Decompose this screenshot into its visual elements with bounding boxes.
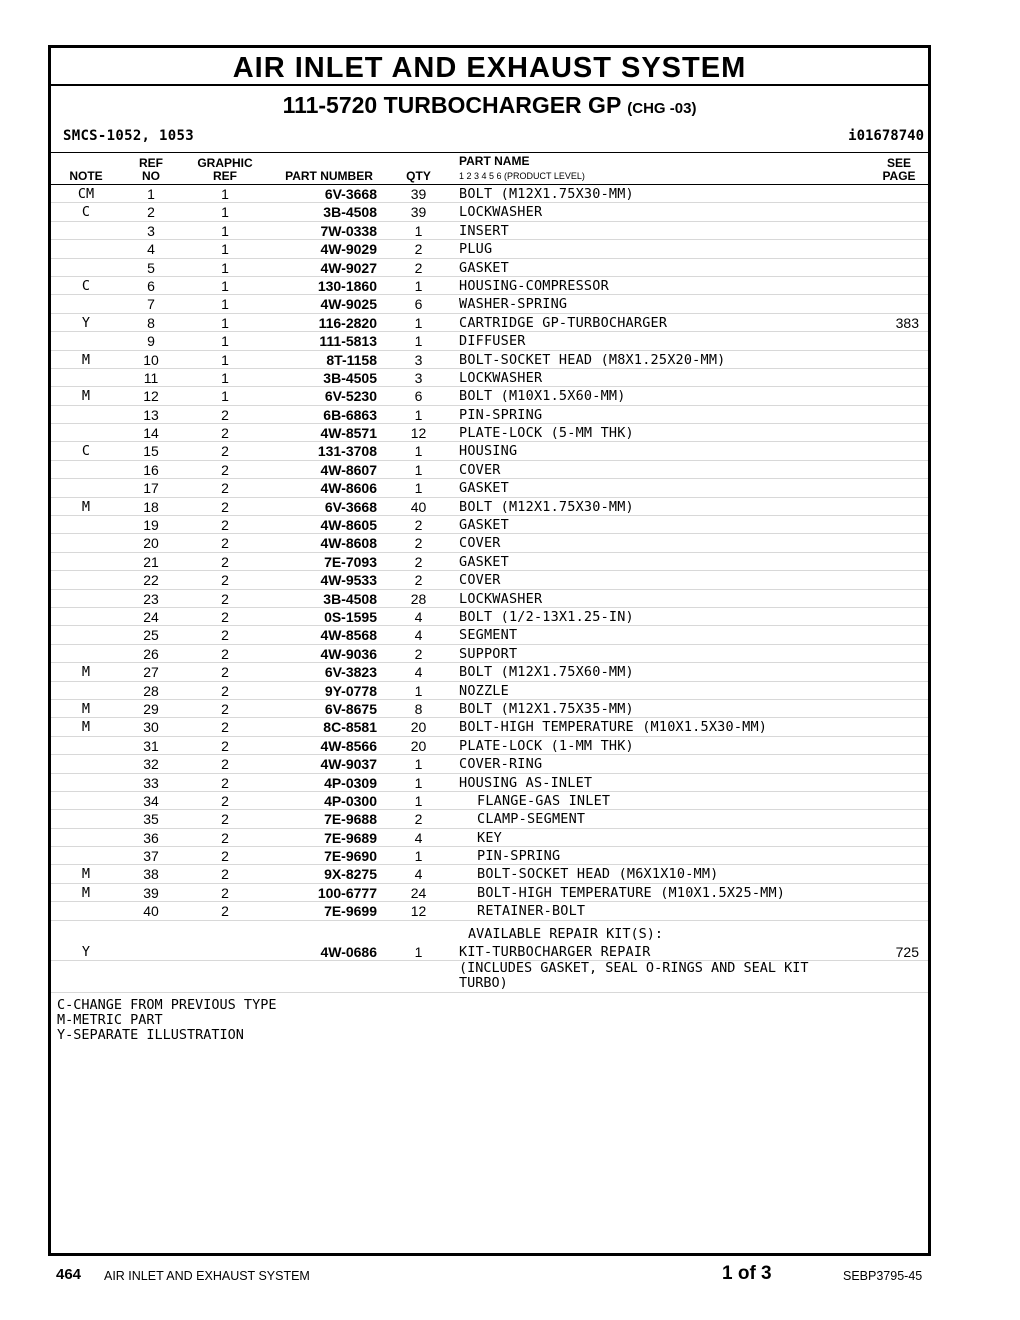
part-number-cell: 6B-6863 (323, 406, 377, 423)
legend (57, 998, 276, 1043)
graphic-ref-cell: 2 (221, 774, 229, 791)
table-row (51, 608, 928, 626)
ref-no-cell: 33 (143, 774, 159, 791)
graphic-ref-cell: 2 (221, 848, 229, 865)
graphic-ref-cell: 1 (221, 333, 229, 350)
page-frame (48, 45, 931, 1256)
part-name-cell: HOUSING AS-INLET (459, 774, 593, 791)
part-name-cell: RETAINER-BOLT (477, 903, 586, 920)
ref-no-cell: 18 (143, 498, 159, 515)
ref-no-cell: 5 (147, 259, 155, 276)
qty-cell: 1 (414, 792, 423, 809)
ref-no-cell: 14 (143, 425, 159, 442)
col-see-page-line1: SEE (886, 156, 911, 170)
table-row (51, 461, 928, 479)
ref-no-cell: 31 (143, 737, 159, 754)
table-row (51, 351, 928, 369)
table-row (51, 829, 928, 847)
note-cell: M (81, 498, 91, 515)
table-row (51, 277, 928, 295)
ref-no-cell: 28 (143, 682, 159, 699)
part-number-cell: 4P-0309 (324, 774, 377, 791)
col-graphic-ref-line1: GRAPHIC (197, 156, 253, 170)
kit-description: (INCLUDES GASKET, SEAL O-RINGS AND SEAL KIT TURBO) (459, 960, 809, 992)
part-name-cell: HOUSING-COMPRESSOR (459, 277, 609, 294)
part-number-cell: 7E-9688 (324, 811, 377, 828)
graphic-ref-cell: 1 (221, 277, 229, 294)
qty-cell: 39 (410, 204, 427, 221)
table-row (51, 314, 928, 332)
table-row (51, 865, 928, 883)
parts-table (51, 185, 928, 993)
qty-cell: 1 (414, 943, 423, 960)
part-name-cell: NOZZLE (459, 682, 509, 699)
table-row (51, 902, 928, 920)
qty-cell: 1 (414, 848, 423, 865)
part-name-cell: KIT-TURBOCHARGER REPAIR (459, 943, 651, 960)
ref-no-cell: 29 (143, 700, 159, 717)
page-footer (0, 1262, 1020, 1292)
see-page-cell: 725 (895, 943, 919, 960)
ref-no-cell: 11 (143, 369, 159, 386)
part-name-cell: GASKET (459, 517, 509, 534)
qty-cell: 2 (414, 517, 423, 534)
ref-no-cell: 39 (143, 884, 159, 901)
part-number-cell: 3B-4508 (323, 590, 377, 607)
ref-no-cell: 15 (143, 443, 159, 460)
ref-no-cell: 4 (147, 241, 155, 258)
part-number-cell: 116-2820 (318, 314, 377, 331)
part-name-cell: PIN-SPRING (459, 406, 543, 423)
table-row (51, 259, 928, 277)
legend-item-change: C-CHANGE FROM PREVIOUS TYPE (57, 997, 277, 1013)
group-name: 111-5720 TURBOCHARGER GP (282, 92, 621, 118)
ref-no-cell: 34 (143, 792, 159, 809)
table-row (51, 479, 928, 497)
graphic-ref-cell: 2 (221, 756, 229, 773)
table-row (51, 240, 928, 258)
note-cell: C (81, 277, 91, 294)
part-number-cell: 4W-8608 (320, 535, 377, 552)
ref-no-cell: 25 (143, 627, 159, 644)
part-name-cell: HOUSING (459, 443, 518, 460)
ref-no-cell: 12 (143, 388, 159, 405)
table-row (51, 718, 928, 736)
qty-cell: 40 (410, 498, 427, 515)
note-cell: C (81, 443, 91, 460)
graphic-ref-cell: 2 (221, 903, 229, 920)
graphic-ref-cell: 2 (221, 406, 229, 423)
qty-cell: 24 (410, 884, 427, 901)
qty-cell: 1 (414, 314, 423, 331)
ref-no-cell: 40 (143, 903, 159, 920)
graphic-ref-cell: 1 (221, 369, 229, 386)
part-name-cell: LOCKWASHER (459, 204, 543, 221)
illustration-id: i01678740 (848, 128, 924, 144)
ref-no-cell: 9 (147, 333, 155, 350)
graphic-ref-cell: 2 (221, 461, 229, 478)
part-name-cell: BOLT (M12X1.75X30-MM) (459, 498, 634, 515)
qty-cell: 4 (414, 866, 423, 883)
table-row (51, 442, 928, 460)
ref-no-cell: 6 (147, 277, 155, 294)
qty-cell: 20 (410, 719, 427, 736)
qty-cell: 12 (410, 425, 427, 442)
graphic-ref-cell: 2 (221, 480, 229, 497)
ref-no-cell: 37 (143, 848, 159, 865)
ref-no-cell: 16 (143, 461, 159, 478)
table-row (51, 645, 928, 663)
see-page-cell: 383 (895, 314, 919, 331)
graphic-ref-cell: 1 (221, 351, 229, 368)
note-cell: CM (77, 186, 95, 202)
ref-no-cell: 22 (143, 572, 159, 589)
ref-no-cell: 32 (143, 756, 159, 773)
part-number-cell: 4W-9029 (320, 241, 377, 258)
table-row (51, 663, 928, 681)
qty-cell: 1 (414, 461, 423, 478)
table-row (51, 295, 928, 313)
qty-cell: 8 (414, 700, 423, 717)
qty-cell: 3 (414, 351, 423, 368)
graphic-ref-cell: 2 (221, 425, 229, 442)
qty-cell: 6 (414, 388, 423, 405)
part-name-cell: COVER (459, 535, 501, 552)
legend-item-separate: Y-SEPARATE ILLUSTRATION (57, 1027, 244, 1043)
part-number-cell: 100-6777 (317, 884, 377, 901)
table-row (51, 810, 928, 828)
graphic-ref-cell: 2 (221, 682, 229, 699)
table-row (51, 534, 928, 552)
graphic-ref-cell: 2 (221, 737, 229, 754)
part-number-cell: 7E-7093 (324, 553, 377, 570)
table-row (51, 774, 928, 792)
part-number-cell: 8C-8581 (323, 719, 377, 736)
graphic-ref-cell: 1 (221, 388, 229, 405)
ref-no-cell: 7 (147, 296, 155, 313)
graphic-ref-cell: 2 (221, 829, 229, 846)
part-number-cell: 4W-8571 (320, 425, 377, 442)
part-name-cell: GASKET (459, 259, 509, 276)
graphic-ref-cell: 1 (221, 259, 229, 276)
part-name-cell: FLANGE-GAS INLET (477, 792, 611, 809)
table-row (51, 369, 928, 387)
col-graphic-ref-line2: REF (213, 169, 237, 183)
graphic-ref-cell: 2 (221, 608, 229, 625)
ref-no-cell: 35 (143, 811, 159, 828)
part-name-cell: BOLT-SOCKET HEAD (M6X1X10-MM) (477, 866, 719, 883)
col-note: NOTE (69, 169, 103, 183)
part-number-cell: 4W-8607 (320, 461, 377, 478)
part-name-cell: GASKET (459, 480, 509, 497)
table-row (51, 332, 928, 350)
qty-cell: 2 (414, 535, 423, 552)
part-number-cell: 130-1860 (317, 277, 377, 294)
part-name-cell: SEGMENT (459, 627, 518, 644)
table-row (51, 516, 928, 534)
part-number-cell: 4P-0300 (324, 792, 377, 809)
table-row (51, 424, 928, 442)
legend-item-metric: M-METRIC PART (57, 1012, 163, 1028)
col-part-name: PART NAME (459, 154, 530, 168)
ref-no-cell: 10 (143, 351, 159, 368)
part-number-cell: 4W-9025 (320, 296, 377, 313)
qty-cell: 4 (414, 608, 423, 625)
part-number-cell: 7W-0338 (320, 222, 377, 239)
qty-cell: 39 (410, 186, 427, 202)
qty-cell: 2 (414, 241, 423, 258)
part-name-cell: COVER-RING (459, 756, 543, 773)
table-row (51, 847, 928, 865)
graphic-ref-cell: 2 (221, 645, 229, 662)
note-cell: Y (81, 943, 91, 960)
graphic-ref-cell: 1 (221, 314, 229, 331)
part-number-cell: 3B-4505 (323, 369, 377, 386)
part-number-cell: 7E-9690 (324, 848, 377, 865)
part-number-cell: 4W-0686 (320, 943, 377, 960)
qty-cell: 4 (414, 664, 423, 681)
table-row (51, 406, 928, 424)
ref-no-cell: 23 (143, 590, 159, 607)
graphic-ref-cell: 1 (221, 204, 229, 221)
qty-cell: 20 (410, 737, 427, 754)
col-ref-no-line1: REF (139, 156, 163, 170)
table-row (51, 700, 928, 718)
qty-cell: 1 (414, 333, 423, 350)
ref-no-cell: 21 (143, 553, 159, 570)
footer-section: AIR INLET AND EXHAUST SYSTEM (104, 1269, 310, 1283)
table-row (51, 792, 928, 810)
part-number-cell: 131-3708 (317, 443, 377, 460)
col-see-page (871, 157, 927, 183)
part-number-cell: 9Y-0778 (324, 682, 377, 699)
part-name-cell: DIFFUSER (459, 333, 526, 350)
qty-cell: 2 (414, 259, 423, 276)
page-of: 1 of 3 (722, 1263, 772, 1284)
graphic-ref-cell: 2 (221, 443, 229, 460)
table-row (51, 571, 928, 589)
table-row (51, 884, 928, 902)
qty-cell: 2 (414, 553, 423, 570)
col-ref-no-line2: NO (142, 169, 160, 183)
part-number-cell: 8T-1158 (326, 351, 377, 368)
smcs-codes: SMCS-1052, 1053 (63, 128, 194, 144)
graphic-ref-cell: 2 (221, 792, 229, 809)
graphic-ref-cell: 1 (221, 186, 229, 202)
part-number-cell: 4W-8566 (320, 737, 377, 754)
part-number-cell: 6V-3823 (324, 664, 377, 681)
group-title (51, 92, 928, 119)
note-cell: M (81, 388, 91, 405)
part-number-cell: 4W-8568 (320, 627, 377, 644)
qty-cell: 3 (414, 369, 423, 386)
qty-cell: 1 (414, 277, 423, 294)
repair-kits-heading-row (51, 921, 928, 943)
part-number-cell: 7E-9699 (324, 903, 377, 920)
part-name-cell: PIN-SPRING (477, 848, 561, 865)
table-row (51, 498, 928, 516)
graphic-ref-cell: 2 (221, 553, 229, 570)
col-qty: QTY (406, 169, 431, 183)
table-row (51, 590, 928, 608)
ref-no-cell: 36 (143, 829, 159, 846)
note-cell: M (81, 700, 91, 717)
ref-no-cell: 26 (143, 645, 159, 662)
qty-cell: 4 (414, 627, 423, 644)
col-part-number: PART NUMBER (285, 169, 373, 183)
part-name-cell: BOLT-HIGH TEMPERATURE (M10X1.5X30-MM) (459, 719, 768, 736)
note-cell: M (81, 719, 91, 736)
table-row (51, 222, 928, 240)
ref-no-cell: 30 (143, 719, 159, 736)
part-number-cell: 0S-1595 (324, 608, 377, 625)
table-row (51, 755, 928, 773)
part-name-cell: BOLT (1/2-13X1.25-IN) (459, 608, 634, 625)
part-number-cell: 6V-8675 (324, 700, 377, 717)
page-number: 464 (56, 1266, 82, 1283)
note-cell: M (81, 866, 91, 883)
part-number-cell: 9X-8275 (324, 866, 377, 883)
part-name-cell: INSERT (459, 222, 509, 239)
qty-cell: 1 (414, 682, 423, 699)
part-name-cell: BOLT-HIGH TEMPERATURE (M10X1.5X25-MM) (477, 884, 786, 901)
ref-no-cell: 17 (143, 480, 159, 497)
part-name-cell: PLATE-LOCK (5-MM THK) (459, 425, 634, 442)
qty-cell: 1 (414, 480, 423, 497)
graphic-ref-cell: 2 (221, 664, 229, 681)
col-see-page-line2: PAGE (882, 169, 916, 183)
part-name-cell: BOLT (M10X1.5X60-MM) (459, 388, 626, 405)
table-row (51, 553, 928, 571)
graphic-ref-cell: 2 (221, 572, 229, 589)
ref-no-cell: 2 (147, 204, 155, 221)
part-number-cell: 4W-8606 (320, 480, 377, 497)
graphic-ref-cell: 1 (221, 296, 229, 313)
part-name-cell: WASHER-SPRING (459, 296, 568, 313)
part-name-cell: COVER (459, 572, 501, 589)
part-name-cell: SUPPORT (459, 645, 518, 662)
table-row (51, 682, 928, 700)
graphic-ref-cell: 2 (221, 590, 229, 607)
part-number-cell: 4W-8605 (320, 517, 377, 534)
part-number-cell: 7E-9689 (324, 829, 377, 846)
graphic-ref-cell: 1 (221, 241, 229, 258)
qty-cell: 12 (410, 903, 427, 920)
part-name-cell: BOLT (M12X1.75X60-MM) (459, 664, 634, 681)
ref-no-cell: 3 (147, 222, 155, 239)
note-cell: M (81, 884, 91, 901)
qty-cell: 2 (414, 811, 423, 828)
part-number-cell: 4W-9533 (320, 572, 377, 589)
part-number-cell: 4W-9036 (320, 645, 377, 662)
ref-no-cell: 13 (143, 406, 159, 423)
table-row (51, 185, 928, 203)
part-number-cell: 4W-9027 (320, 259, 377, 276)
document-id: SEBP3795-45 (843, 1269, 923, 1283)
part-name-cell: LOCKWASHER (459, 590, 543, 607)
part-number-cell: 3B-4508 (323, 204, 377, 221)
graphic-ref-cell: 2 (221, 627, 229, 644)
part-name-cell: CARTRIDGE GP-TURBOCHARGER (459, 314, 668, 331)
qty-cell: 1 (414, 756, 423, 773)
part-number-cell: 6V-3668 (324, 186, 377, 202)
qty-cell: 2 (414, 645, 423, 662)
part-name-cell: BOLT-SOCKET HEAD (M8X1.25X20-MM) (459, 351, 726, 368)
qty-cell: 1 (414, 222, 423, 239)
page-title: AIR INLET AND EXHAUST SYSTEM (51, 48, 928, 86)
ref-no-cell: 27 (143, 664, 159, 681)
graphic-ref-cell: 1 (221, 222, 229, 239)
table-row (51, 737, 928, 755)
graphic-ref-cell: 2 (221, 535, 229, 552)
table-row (51, 203, 928, 221)
part-name-cell: BOLT (M12X1.75X30-MM) (459, 186, 634, 202)
kit-row (51, 943, 928, 961)
graphic-ref-cell: 2 (221, 866, 229, 883)
part-name-cell: LOCKWASHER (459, 369, 543, 386)
qty-cell: 1 (414, 443, 423, 460)
part-name-cell: PLATE-LOCK (1-MM THK) (459, 737, 634, 754)
qty-cell: 1 (414, 774, 423, 791)
qty-cell: 28 (410, 590, 427, 607)
col-graphic-ref (191, 157, 259, 183)
graphic-ref-cell: 2 (221, 517, 229, 534)
ref-no-cell: 1 (147, 186, 155, 202)
qty-cell: 6 (414, 296, 423, 313)
note-cell: Y (81, 314, 91, 331)
part-number-cell: 4W-9037 (320, 756, 377, 773)
table-row (51, 626, 928, 644)
header-divider (51, 152, 928, 153)
graphic-ref-cell: 2 (221, 700, 229, 717)
part-number-cell: 111-5813 (319, 333, 377, 350)
ref-no-cell: 20 (143, 535, 159, 552)
repair-kits-heading: AVAILABLE REPAIR KIT(S): (468, 925, 664, 942)
part-name-cell: GASKET (459, 553, 509, 570)
graphic-ref-cell: 2 (221, 811, 229, 828)
part-number-cell: 6V-5230 (324, 388, 377, 405)
graphic-ref-cell: 2 (221, 884, 229, 901)
kit-description-row (51, 961, 928, 993)
part-number-cell: 6V-3668 (324, 498, 377, 515)
table-row (51, 387, 928, 405)
part-name-cell: PLUG (459, 241, 493, 258)
part-name-cell: BOLT (M12X1.75X35-MM) (459, 700, 634, 717)
ref-no-cell: 19 (143, 517, 159, 534)
note-cell: C (81, 204, 91, 221)
qty-cell: 2 (414, 572, 423, 589)
part-name-cell: CLAMP-SEGMENT (477, 811, 586, 828)
ref-no-cell: 8 (147, 314, 155, 331)
col-ref-no (131, 157, 171, 183)
col-product-level: 1 2 3 4 5 6 (PRODUCT LEVEL) (459, 171, 585, 181)
ref-no-cell: 24 (143, 608, 159, 625)
note-cell: M (81, 664, 91, 681)
part-name-cell: KEY (477, 829, 502, 846)
graphic-ref-cell: 2 (221, 498, 229, 515)
qty-cell: 4 (414, 829, 423, 846)
qty-cell: 1 (414, 406, 423, 423)
part-name-cell: COVER (459, 461, 501, 478)
change-level: (CHG -03) (627, 100, 697, 117)
graphic-ref-cell: 2 (221, 719, 229, 736)
ref-no-cell: 38 (143, 866, 159, 883)
note-cell: M (81, 351, 91, 368)
